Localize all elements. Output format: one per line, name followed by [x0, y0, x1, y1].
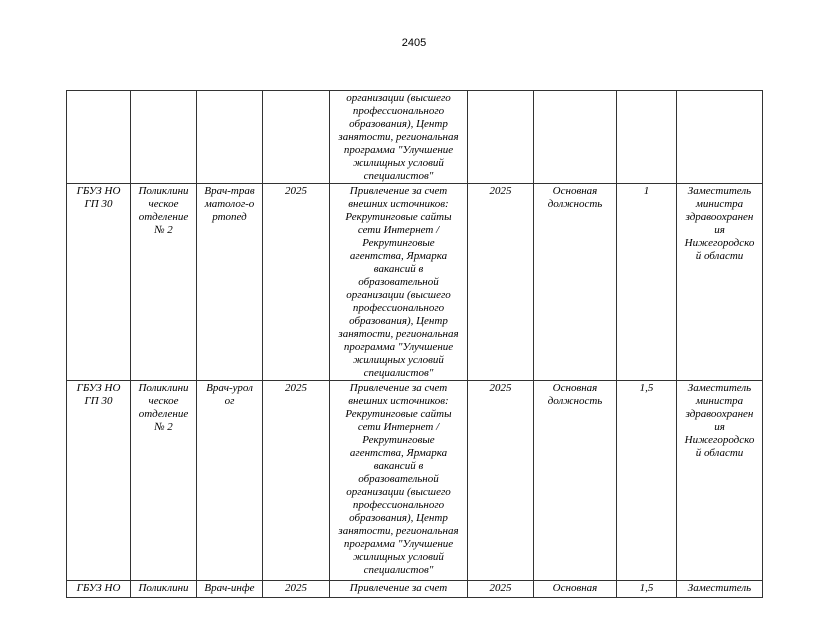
table-cell-year: 2025: [263, 581, 330, 598]
table-cell-rate: 1: [617, 184, 677, 381]
table-cell-year: 2025: [263, 381, 330, 581]
table-cell-position: Врач-урол ог: [197, 381, 263, 581]
table-cell-organization: ГБУЗ НО ГП 30: [67, 184, 131, 381]
table-cell-position: Врач-трав матолог-о ртопед: [197, 184, 263, 381]
table-row: [67, 91, 763, 184]
table-cell-responsible: [677, 91, 763, 184]
table-cell-position: Врач-инфе: [197, 581, 263, 598]
table-cell-department: Поликлини: [131, 581, 197, 598]
table-cell-position: [197, 91, 263, 184]
page-number: 2405: [401, 37, 427, 49]
table-cell-department: Поликлини ческое отделение № 2: [131, 381, 197, 581]
table-cell-employment-type: Основная должность: [534, 184, 617, 381]
table-cell-organization: ГБУЗ НО ГП 30: [67, 381, 131, 581]
table-cell-year: [263, 91, 330, 184]
table-cell-department: Поликлини ческое отделение № 2: [131, 184, 197, 381]
table-cell-recruitment-source: организации (высшего профессионального образования), Центр занятости, региональная программа "Улучшение жилищных условий специалистов": [330, 91, 468, 184]
table-row: [67, 381, 763, 581]
table-cell-recruitment-source: Привлечение за счет: [330, 581, 468, 598]
table-cell-rate: 1,5: [617, 381, 677, 581]
table-body: [67, 91, 763, 598]
table-cell-employment-type: [534, 91, 617, 184]
table-row: [67, 581, 763, 598]
table-cell-organization: [67, 91, 131, 184]
table-cell-rate: [617, 91, 677, 184]
table-cell-target-year: 2025: [468, 381, 534, 581]
table-cell-year: 2025: [263, 184, 330, 381]
table-row: [67, 184, 763, 381]
table-cell-recruitment-source: Привлечение за счет внешних источников: Рекрутинговые сайты сети Интернет / Рекрутинговые агентства, Ярмарка вакансий в образовательной организации (высшего профессионального образования), Центр занятости, региональная программа "Улучшение жилищных условий специалистов": [330, 381, 468, 581]
table-cell-target-year: 2025: [468, 184, 534, 381]
table-cell-responsible: Заместитель министра здравоохранен ия Нижегородско й области: [677, 381, 763, 581]
table-cell-employment-type: Основная должность: [534, 381, 617, 581]
table-cell-rate: 1,5: [617, 581, 677, 598]
table-cell-responsible: Заместитель министра здравоохранен ия Нижегородско й области: [677, 184, 763, 381]
data-table: [66, 90, 763, 598]
table-cell-responsible: Заместитель: [677, 581, 763, 598]
table-cell-recruitment-source: Привлечение за счет внешних источников: Рекрутинговые сайты сети Интернет / Рекрутинговые агентства, Ярмарка вакансий в образовательной организации (высшего профессионального образования), Центр занятости, региональная программа "Улучшение жилищных условий специалистов": [330, 184, 468, 381]
table-cell-target-year: 2025: [468, 581, 534, 598]
table-cell-organization: ГБУЗ НО: [67, 581, 131, 598]
table-cell-employment-type: Основная: [534, 581, 617, 598]
table-cell-department: [131, 91, 197, 184]
table-cell-target-year: [468, 91, 534, 184]
